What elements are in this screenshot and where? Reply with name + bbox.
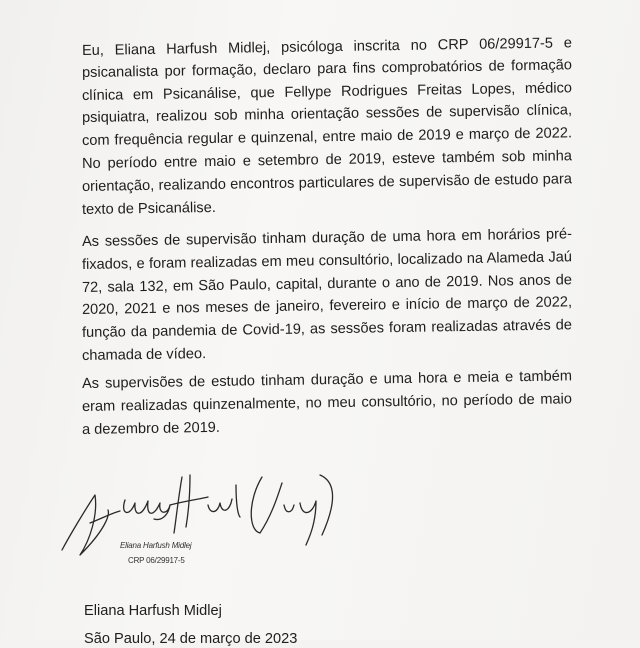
text-line: psiquiatra, realizou sob minha orientação sessões de supervisão clínica, (81, 102, 573, 126)
signature-stamp-crp: CRP 06/29917-5 (128, 556, 185, 565)
signature-stamp-name: Eliana Harfush Midlej (120, 541, 192, 550)
text-line: texto de Psicanálise. (81, 199, 216, 218)
text-line: a dezembro de 2019. (81, 419, 221, 438)
place-date: São Paulo, 24 de março de 2023 (84, 631, 298, 647)
text-line: clínica em Psicanálise, que Fellype Rodrigues Freitas Lopes, médico (81, 80, 573, 104)
text-line: fixados, e foram realizadas em meu consultório, localizado na Alameda Jaú (81, 249, 573, 273)
handwritten-signature (50, 455, 370, 565)
text-line: orientação, realizando encontros particulares de supervisão de estudo para (81, 171, 573, 195)
text-line: psicanalista por formação, declaro para fins comprobatórios de formação (81, 57, 573, 81)
text-line: Eu, Eliana Harfush Midlej, psicóloga inscrita no CRP 06/29917-5 e (81, 35, 573, 59)
text-line: chamada de vídeo. (81, 346, 207, 364)
text-line: As supervisões de estudo tinham duração e uma hora e meia e também (81, 368, 573, 392)
text-line: eram realizadas quinzenalmente, no meu consultório, no período de maio (81, 391, 573, 415)
text-line: função da pandemia de Covid-19, as sessões foram realizadas através de (81, 317, 573, 341)
text-line: No período entre maio e setembro de 2019, esteve também sob minha (81, 148, 573, 172)
text-line: 2020, 2021 e nos meses de janeiro, fevereiro e início de março de 2022, (81, 294, 573, 318)
signer-name: Eliana Harfush Midlej (84, 603, 222, 619)
text-line: com frequência regular e quinzenal, entre maio de 2019 e março de 2022. (81, 125, 573, 149)
text-line: As sessões de supervisão tinham duração de uma hora em horários pré- (81, 226, 573, 250)
text-line: 72, sala 132, em São Paulo, capital, durante o ano de 2019. Nos anos de (81, 272, 573, 296)
